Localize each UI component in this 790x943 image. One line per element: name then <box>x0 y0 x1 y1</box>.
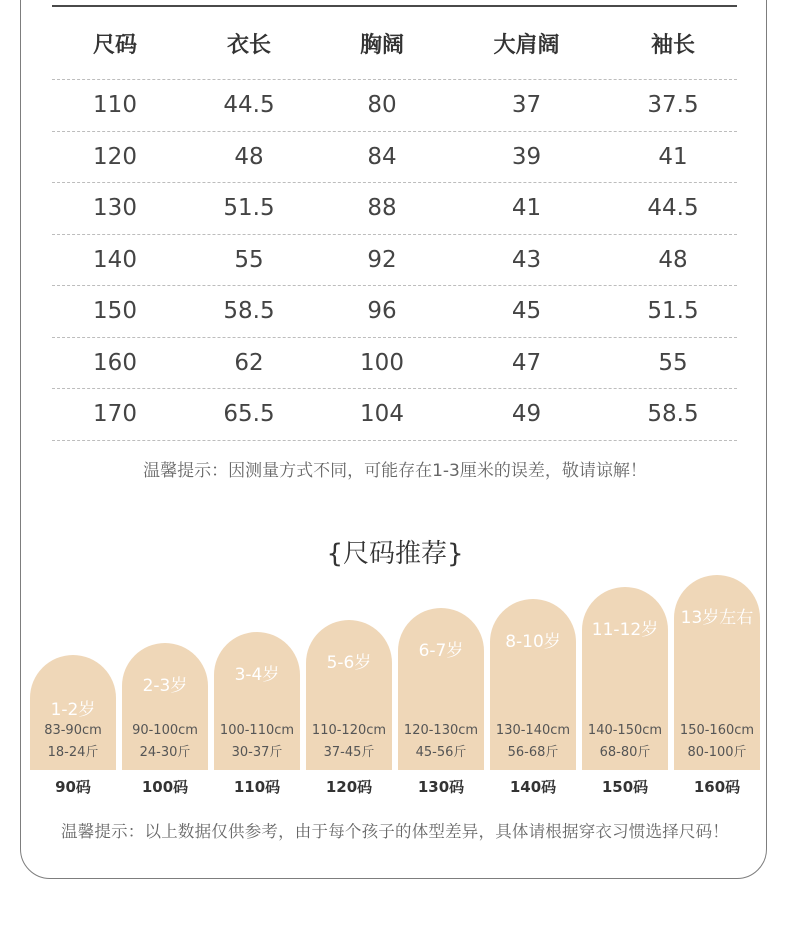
table-cell: 110 <box>93 92 137 119</box>
table-cell: 55 <box>658 349 688 376</box>
table-cell: 51.5 <box>647 298 699 325</box>
size-label: 150码 <box>601 778 649 796</box>
table-row <box>52 338 737 390</box>
table-body <box>52 80 737 441</box>
size-pill <box>122 643 208 770</box>
measurement-note: 温馨提示：因测量方式不同，可能存在1-3厘米的误差，敬请谅解！ <box>143 461 647 481</box>
header-length: 衣长 <box>226 32 271 58</box>
table-cell: 47 <box>511 349 542 376</box>
weight-range: 80-100斤 <box>687 745 747 760</box>
table-row <box>52 389 737 441</box>
table-row <box>52 183 737 235</box>
header-size: 尺码 <box>92 32 137 58</box>
table-row <box>52 286 737 338</box>
height-range: 130-140cm <box>495 723 571 738</box>
size-label: 120码 <box>325 778 373 796</box>
table-cell: 120 <box>93 143 137 170</box>
table-cell: 58.5 <box>223 298 275 325</box>
weight-range: 56-68斤 <box>507 745 559 760</box>
weight-range: 68-80斤 <box>599 745 651 760</box>
table-row <box>52 80 737 132</box>
table-cell: 62 <box>234 349 264 376</box>
size-pill <box>306 620 392 770</box>
table-cell: 48 <box>658 246 688 273</box>
reference-note: 温馨提示：以上数据仅供参考，由于每个孩子的体型差异，具体请根据穿衣习惯选择尺码！ <box>61 822 729 841</box>
table-cell: 49 <box>511 401 542 428</box>
table-cell: 96 <box>367 298 397 325</box>
age-label: 13岁左右 <box>680 608 754 628</box>
height-range: 120-130cm <box>403 723 479 738</box>
table-cell: 88 <box>367 195 397 222</box>
age-label: 8-10岁 <box>505 632 561 652</box>
table-cell: 55 <box>234 246 264 273</box>
age-label: 1-2岁 <box>50 700 96 720</box>
size-label: 110码 <box>233 778 281 796</box>
height-range: 150-160cm <box>679 723 755 738</box>
table-cell: 37 <box>511 92 542 119</box>
table-cell: 41 <box>658 143 688 170</box>
weight-range: 18-24斤 <box>47 745 99 760</box>
table-cell: 150 <box>93 298 137 325</box>
size-label: 140码 <box>509 778 557 796</box>
table-cell: 37.5 <box>647 92 699 119</box>
height-range: 100-110cm <box>219 723 295 738</box>
size-label: 160码 <box>693 778 741 796</box>
weight-range: 24-30斤 <box>139 745 191 760</box>
size-pill <box>490 599 576 770</box>
height-range: 90-100cm <box>132 723 198 738</box>
table-cell: 44.5 <box>223 92 275 119</box>
size-pill <box>398 608 484 770</box>
height-range: 83-90cm <box>44 723 102 738</box>
header-chest: 胸阔 <box>359 32 404 58</box>
table-row <box>52 132 737 184</box>
table-cell: 130 <box>93 195 137 222</box>
table-cell: 45 <box>511 298 542 325</box>
weight-range: 30-37斤 <box>231 745 283 760</box>
table-cell: 58.5 <box>647 401 699 428</box>
weight-range: 37-45斤 <box>323 745 375 760</box>
table-row <box>52 235 737 287</box>
table-cell: 104 <box>360 401 404 428</box>
age-label: 11-12岁 <box>591 620 659 640</box>
size-label: 90码 <box>55 778 91 796</box>
size-recommendation-chart <box>30 560 760 810</box>
table-cell: 44.5 <box>647 195 699 222</box>
table-cell: 41 <box>511 195 542 222</box>
size-label: 100码 <box>141 778 189 796</box>
size-pill <box>674 575 760 770</box>
table-cell: 48 <box>234 143 264 170</box>
age-label: 5-6岁 <box>326 653 372 673</box>
table-cell: 39 <box>511 143 542 170</box>
table-cell: 170 <box>93 401 137 428</box>
table-cell: 92 <box>367 246 397 273</box>
header-sleeve: 袖长 <box>650 32 695 58</box>
header-shoulder: 大肩阔 <box>493 32 560 58</box>
size-table <box>52 7 737 441</box>
table-cell: 140 <box>93 246 137 273</box>
height-range: 110-120cm <box>311 723 387 738</box>
age-label: 6-7岁 <box>418 641 464 661</box>
table-cell: 100 <box>360 349 404 376</box>
age-label: 3-4岁 <box>234 665 280 685</box>
age-label: 2-3岁 <box>142 676 188 696</box>
recommend-title: {尺码推荐} <box>326 539 464 569</box>
table-cell: 160 <box>93 349 137 376</box>
height-range: 140-150cm <box>587 723 663 738</box>
table-header-row <box>52 7 737 80</box>
size-pill <box>582 587 668 770</box>
size-pill <box>214 632 300 770</box>
table-cell: 43 <box>511 246 542 273</box>
table-cell: 80 <box>367 92 397 119</box>
weight-range: 45-56斤 <box>415 745 467 760</box>
size-pill <box>30 655 116 770</box>
size-label: 130码 <box>417 778 465 796</box>
table-cell: 65.5 <box>223 401 275 428</box>
table-cell: 51.5 <box>223 195 275 222</box>
table-cell: 84 <box>367 143 397 170</box>
